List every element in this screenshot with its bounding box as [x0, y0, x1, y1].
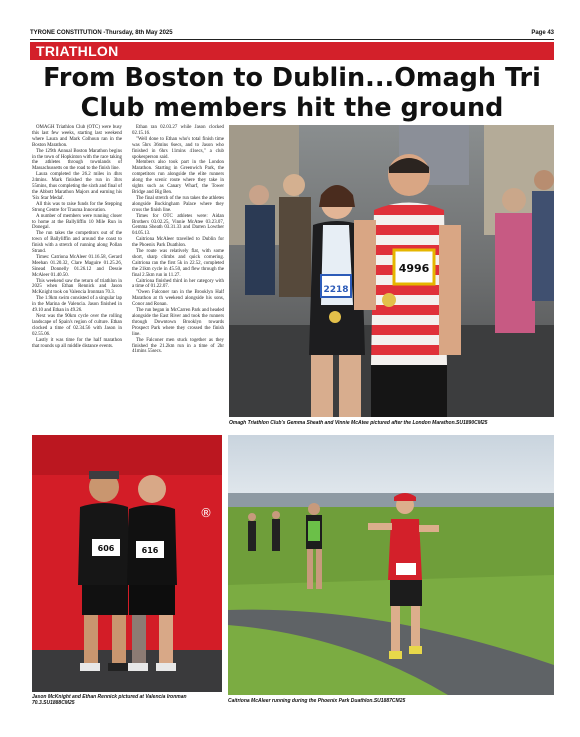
paragraph: The final stretch of the run takes the athletes alongside Buckingham Palace where they cross the finish line.: [132, 195, 224, 213]
page-number: Page 43: [531, 30, 554, 36]
paragraph: A number of members were running closer to home at the Ballyliffin 10 Mile Run in Donegal.: [32, 213, 122, 231]
phoenix-photo-caption: Caitriona McAleer running during the Phoenix Park Duathlon.SU1887CM25: [228, 698, 406, 704]
bib-number-ethan: 616: [141, 546, 159, 555]
article-column-2: [132, 125, 224, 355]
paragraph: Times for OTC athletes were: Aidan Brothers 03.02.25, Vinnie McAtee 03.23.07, Gemma Sheath 03.31.33 and Darren Lowther 04.05.13.: [132, 213, 224, 237]
paragraph: The route was relatively flat, with some short, sharp climbs and quick cornering. Caitriona ran the first 5k in 22.52, completed the 21km cycle in 45.50, and flew through the final 2.5km run in 11.27.: [132, 249, 224, 278]
london-photo-caption: Omagh Triathlon Club's Gemma Sheath and Vinnie McAtee pictured after the London Marathon.SU1890CM25: [229, 420, 488, 426]
section-label: TRIATHLON: [30, 42, 554, 60]
bib-number-left: 2218: [323, 285, 349, 295]
london-marathon-photo: [229, 125, 554, 417]
paragraph: OMAGH Triathlon Club (OTC) were busy this last few weeks, starting last weekend where Laura and Mark Colhoun ran in the Boston Marathon.: [32, 125, 122, 148]
paragraph: Lastly it was time for the half marathon that rounds up all middle distance events.: [32, 337, 122, 349]
valencia-photo-caption: Jason McKnight and Ethan Rennick pictured at Valencia Ironman 70.3.SU1888CM25: [32, 694, 187, 706]
valencia-photo-art: [32, 435, 222, 692]
bib-number-right: 4996: [398, 262, 430, 275]
paragraph: Laura completed the 26.2 miles in 4hrs 24mins. Mark finished the run in 3hrs 55mins, thus completing the sixth and final of the Abbott Marathon Majors and earning his 'Six Star Medal'.: [32, 172, 122, 201]
masthead-rule: [30, 39, 554, 40]
headline: From Boston to Dublin...Omagh Tri Club members hit the ground: [43, 63, 541, 123]
paragraph: This weekend saw the return of triathlon in 2025 when Ethan Rennick and Jason McKnight took on Valencia Ironman 70.3.: [32, 278, 122, 296]
paragraph: The Falconer men stuck together as they finished the 21.2km run in a time of 2hr 41mins 55secs.: [132, 337, 224, 355]
masthead: [30, 28, 554, 38]
registered-mark: ®: [200, 506, 212, 520]
paragraph: Next was the 90km cycle over the rolling landscape of Spain's region of culture. Ethan clocked a time of 02.34.56 with Jason in 02.55.06.: [32, 314, 122, 337]
phoenix-photo-art: [228, 435, 554, 695]
paragraph: The run takes the competitors out of the town of Ballyliffin and around the coast to finish with a stretch of running along Pollan Strand.: [32, 231, 122, 255]
paper-date: TYRONE CONSTITUTION -Thursday, 8th May 2025: [30, 30, 173, 36]
paragraph: "Well done to Ethan who's total finish time was 5hrs 36mins 6secs, and to Jason who finished in 6hrs 11mins 41secs," a club spokesperson said.: [132, 136, 224, 160]
valencia-ironman-photo: [32, 435, 222, 692]
paragraph: The 1.9km swim consisted of a singular lap in the Marina de Valencia. Jason finished in 49.10 and Ethan in 49.26.: [32, 296, 122, 314]
paragraph: Ethan ran 02.03.27 while Jason clocked 02.15.16.: [132, 125, 224, 136]
paragraph: All this was to raise funds for the Stepping Strong Centre for Trauma Innovation.: [32, 201, 122, 213]
paragraph: The run began in McCarren Park and headed alongside the East River and took the runners through Downtown Brooklyn towards Prospect Park where they crossed the finish line.: [132, 308, 224, 337]
paragraph: Caitriona finished third in her category with a time of 01.22.07.: [132, 278, 224, 290]
paragraph: Caitriona McAleer travelled to Dublin for the Phoenix Park Duathlon.: [132, 237, 224, 249]
paragraph: Members also took part in the London Marathon. Starting in Greenwich Park, the competitors run alongside the elite runners along the scenic route where they take in sights such as Canary Wharf, the Tower Bridge and Big Ben.: [132, 160, 224, 195]
paragraph: Times: Catriona McAleer 01.16.58, Gerard Meehan 01.20.32, Clare Maguire 01.25.26, Sinead Donnelly 01.26.12 and Dessie McAleer 01.40.50.: [32, 254, 122, 278]
article-column-1: [32, 125, 122, 349]
paragraph: The 129th Annual Boston Marathon begins in the town of Hopkinton with the race taking the athletes through townlands of Massachussetts on the road to the finish line.: [32, 148, 122, 172]
london-photo-art: [229, 125, 554, 417]
phoenix-park-photo: [228, 435, 554, 695]
paragraph: "Owen Falconer ran in the Brooklyn Half Marathon at th weekend alongside his sons, Conor and Ronan.: [132, 290, 224, 308]
bib-number-jason: 606: [97, 544, 115, 553]
